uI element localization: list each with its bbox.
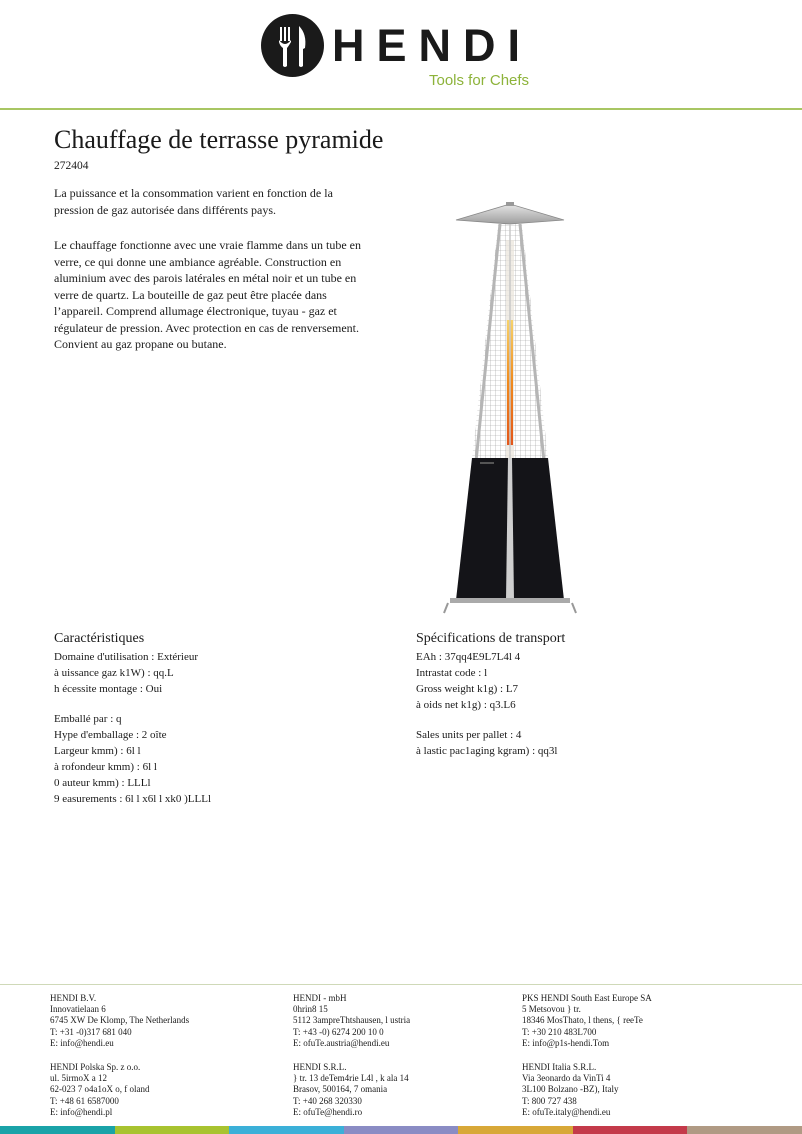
transport-section xyxy=(416,630,746,759)
address-block-austria xyxy=(293,993,523,1049)
spec-line: à rofondeur kmm) : 6l l xyxy=(54,761,157,773)
spec-line: Intrastat code : l xyxy=(416,667,488,679)
spec-line: Emballé par : q xyxy=(54,713,122,725)
address-line: 0hrin8 15 xyxy=(293,1004,328,1015)
address-line: 5112 3ampreThtshausen, l ustria xyxy=(293,1015,411,1026)
address-line: T: 800 727 438 xyxy=(522,1095,577,1106)
address-block-greece xyxy=(522,993,752,1049)
address-line: T: +30 210 483L700 xyxy=(522,1026,597,1037)
hendi-logo-mark xyxy=(261,14,324,77)
address-email[interactable]: E: info@p1s-hendi.Tom xyxy=(522,1037,610,1048)
spec-line: à lastic pac1aging kgram) : qq3l xyxy=(416,745,558,757)
address-line: T: +31 -0)317 681 040 xyxy=(50,1026,132,1037)
product-sku: 272404 xyxy=(54,160,89,172)
transport-heading: Spécifications de transport xyxy=(416,631,566,646)
spec-line: 0 auteur kmm) : LLLl xyxy=(54,777,151,789)
address-line: 6745 XW De Klomp, The Netherlands xyxy=(50,1015,190,1026)
address-line: HENDI S.R.L. xyxy=(293,1062,347,1072)
address-line: Innovatielaan 6 xyxy=(50,1004,106,1015)
address-line: 62-023 7 o4a1oX o, f oland xyxy=(50,1084,150,1095)
address-line: 18346 MosThato, l thens, { reeTe xyxy=(522,1015,643,1026)
address-line: Via 3eonardo da VinTi 4 xyxy=(522,1073,611,1084)
stripe-segment xyxy=(229,1126,344,1134)
brand-tagline: Tools for Chefs xyxy=(429,72,530,89)
footer-color-stripe xyxy=(0,1126,802,1134)
stripe-segment xyxy=(458,1126,573,1134)
spec-line: Hype d'emballage : 2 oîte xyxy=(54,729,167,741)
address-line: T: +48 61 6587000 xyxy=(50,1095,119,1106)
spec-line: Gross weight k1g) : L7 xyxy=(416,683,519,695)
address-line: HENDI Italia S.R.L. xyxy=(522,1062,597,1072)
address-line: 3L100 Bolzano -BZ), Italy xyxy=(522,1084,619,1095)
page-header xyxy=(0,0,802,110)
product-title: Chauffage de terrasse pyramide xyxy=(54,125,384,154)
stripe-segment xyxy=(115,1126,230,1134)
product-image xyxy=(440,200,580,615)
address-line: HENDI B.V. xyxy=(50,993,97,1003)
stripe-segment xyxy=(344,1126,459,1134)
stripe-segment xyxy=(0,1126,115,1134)
address-block-poland xyxy=(50,1062,280,1118)
product-description-power: La puissance et la consommation varient en fonction de la pression de gaz autorisée dans différents pays. xyxy=(54,186,333,217)
characteristics-heading: Caractéristiques xyxy=(54,631,145,646)
address-email[interactable]: E: ofuTe@hendi.ro xyxy=(293,1106,363,1117)
address-line: PKS HENDI South East Europe SA xyxy=(522,993,652,1003)
spec-line: Largeur kmm) : 6l l xyxy=(54,745,141,757)
address-line: } tr. 13 deTem4rie L4l , k ala 14 xyxy=(293,1073,409,1084)
address-email[interactable]: E: info@hendi.eu xyxy=(50,1037,114,1048)
address-line: T: +40 268 320330 xyxy=(293,1095,362,1106)
address-block-romania xyxy=(293,1062,523,1118)
stripe-segment xyxy=(573,1126,688,1134)
address-block-italy xyxy=(522,1062,752,1118)
stripe-segment xyxy=(687,1126,802,1134)
spec-line: à uissance gaz k1W) : qq.L xyxy=(54,667,174,679)
spec-gap xyxy=(54,697,384,711)
address-line: ul. 5irmoX a 12 xyxy=(50,1073,107,1084)
brand-name: HENDI xyxy=(332,20,533,71)
address-line: T: +43 -0) 6274 200 10 0 xyxy=(293,1026,384,1037)
address-block-netherlands xyxy=(50,993,280,1049)
header-divider xyxy=(0,108,802,110)
spec-line: à oids net k1g) : q3.L6 xyxy=(416,699,516,711)
spec-line: 9 easurements : 6l l x6l l xk0 )LLLl xyxy=(54,793,212,805)
address-line: HENDI Polska Sp. z o.o. xyxy=(50,1062,141,1072)
fork-knife-icon xyxy=(261,14,324,77)
address-email[interactable]: E: ofuTe.italy@hendi.eu xyxy=(522,1106,611,1117)
address-line: HENDI - mbH xyxy=(293,993,347,1003)
spec-line: h écessite montage : Oui xyxy=(54,683,163,695)
patio-heater-icon xyxy=(440,200,580,615)
address-line: 5 Metsovou } tr. xyxy=(522,1004,581,1015)
product-description-main: Le chauffage fonctionne avec une vraie flamme dans un tube en verre, ce qui donne une ambiance agréable. Construction en aluminium avec des parois latérales en métal noir et un tube en verre de quartz. La bouteille de gaz peut être placée dans l’appareil. Comprend allumage électronique, tuyau - gaz et régulateur de pression. Avec protection en cas de renversement. Convient au gaz propane ou butane. xyxy=(54,238,361,351)
spec-line: Domaine d'utilisation : Extérieur xyxy=(54,651,199,663)
spec-line: Sales units per pallet : 4 xyxy=(416,729,522,741)
address-email[interactable]: E: info@hendi.pl xyxy=(50,1106,113,1117)
characteristics-section xyxy=(54,630,384,807)
footer-divider xyxy=(0,984,802,985)
address-line: Brasov, 500164, 7 omania xyxy=(293,1084,388,1095)
spec-line: EAh : 37qq4E9L7L4l 4 xyxy=(416,651,521,663)
spec-gap xyxy=(416,713,746,727)
address-email[interactable]: E: ofuTe.austria@hendi.eu xyxy=(293,1037,390,1048)
